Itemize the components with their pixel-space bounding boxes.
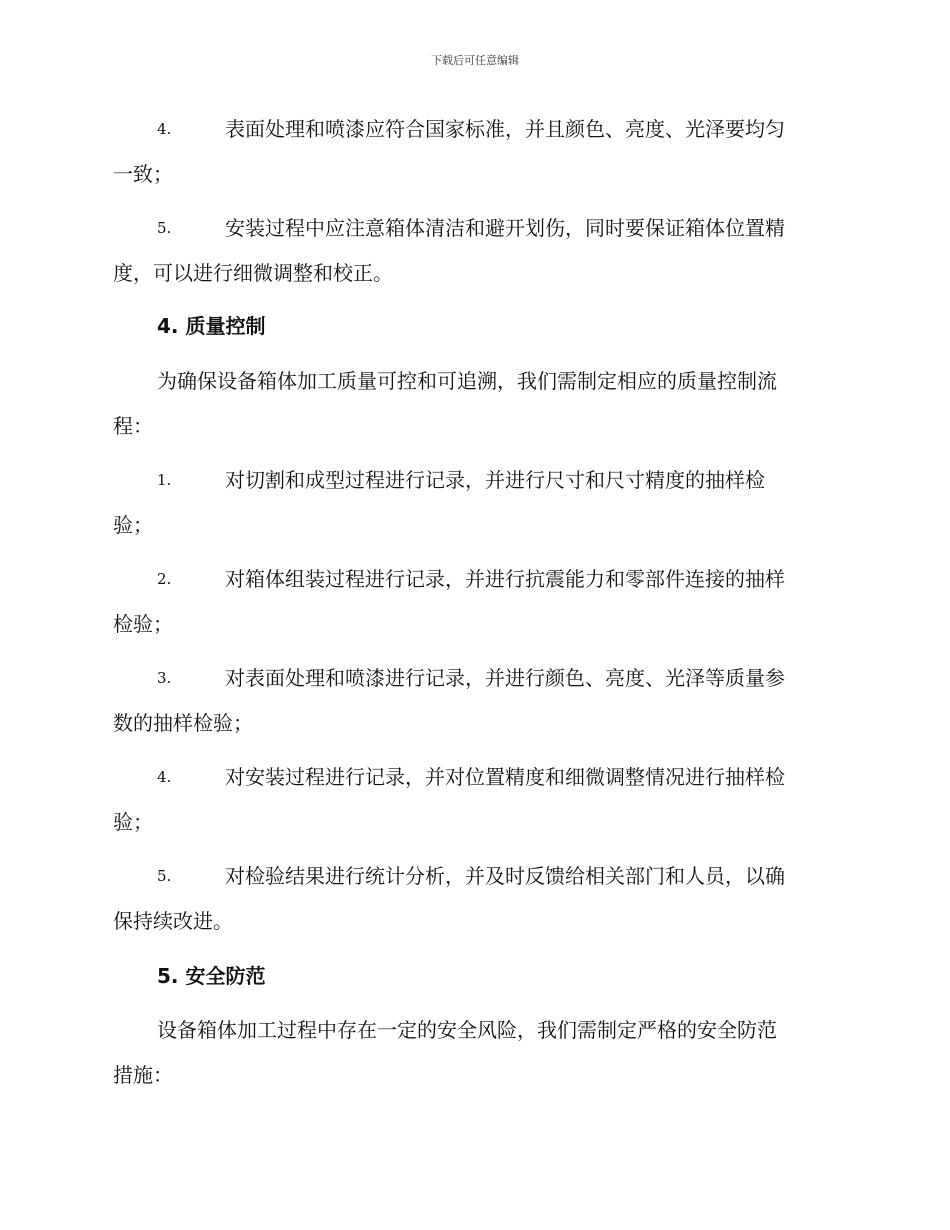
list-item-number: 4. <box>157 120 172 138</box>
list-item-number: 5. <box>157 867 172 885</box>
section-intro-paragraph <box>113 359 835 449</box>
section-heading-quality-control: 4. 质量控制 <box>157 314 266 338</box>
list-item-text-line1: 对检验结果进行统计分析，并及时反馈给相关部门和人员，以确 <box>225 864 785 888</box>
list-item-text-line2: 保持续改进。 <box>113 909 233 933</box>
list-item <box>113 656 835 746</box>
section-heading-safety: 5. 安全防范 <box>157 964 266 988</box>
paragraph-line1: 为确保设备箱体加工质量可控和可追溯，我们需制定相应的质量控制流 <box>157 369 777 393</box>
list-item <box>113 557 835 647</box>
list-item-text-line2: 数的抽样检验； <box>113 711 253 735</box>
list-item <box>113 458 835 548</box>
list-item-number: 1. <box>157 471 172 489</box>
list-item <box>113 854 835 944</box>
list-item-text-line1: 对表面处理和喷漆进行记录，并进行颜色、亮度、光泽等质量参 <box>225 666 785 690</box>
page-header: 下载后可任意编辑 <box>431 54 519 67</box>
list-item-text-line1: 表面处理和喷漆应符合国家标准，并且颜色、亮度、光泽要均匀 <box>225 117 785 141</box>
list-item-number: 3. <box>157 669 172 687</box>
list-item-number: 5. <box>157 219 172 237</box>
list-item <box>113 107 835 197</box>
list-item-text-line1: 对安装过程进行记录，并对位置精度和细微调整情况进行抽样检 <box>225 765 785 789</box>
list-item-number: 4. <box>157 768 172 786</box>
list-item <box>113 755 835 845</box>
list-item-text-line2: 一致； <box>113 162 173 186</box>
paragraph-line2: 程： <box>113 414 153 438</box>
list-item-text-line1: 对切割和成型过程进行记录，并进行尺寸和尺寸精度的抽样检 <box>225 468 765 492</box>
list-item-text-line2: 检验； <box>113 612 173 636</box>
list-item-text-line1: 对箱体组装过程进行记录，并进行抗震能力和零部件连接的抽样 <box>225 567 785 591</box>
section-intro-paragraph <box>113 1008 835 1098</box>
list-item-text-line1: 安装过程中应注意箱体清洁和避开划伤，同时要保证箱体位置精 <box>225 216 785 240</box>
list-item-text-line2: 验； <box>113 513 153 537</box>
list-item-number: 2. <box>157 570 172 588</box>
list-item-text-line2: 度，可以进行细微调整和校正。 <box>113 261 393 285</box>
list-item-text-line2: 验； <box>113 810 153 834</box>
paragraph-line1: 设备箱体加工过程中存在一定的安全风险，我们需制定严格的安全防范 <box>157 1018 777 1042</box>
list-item <box>113 206 835 296</box>
paragraph-line2: 措施： <box>113 1063 173 1087</box>
